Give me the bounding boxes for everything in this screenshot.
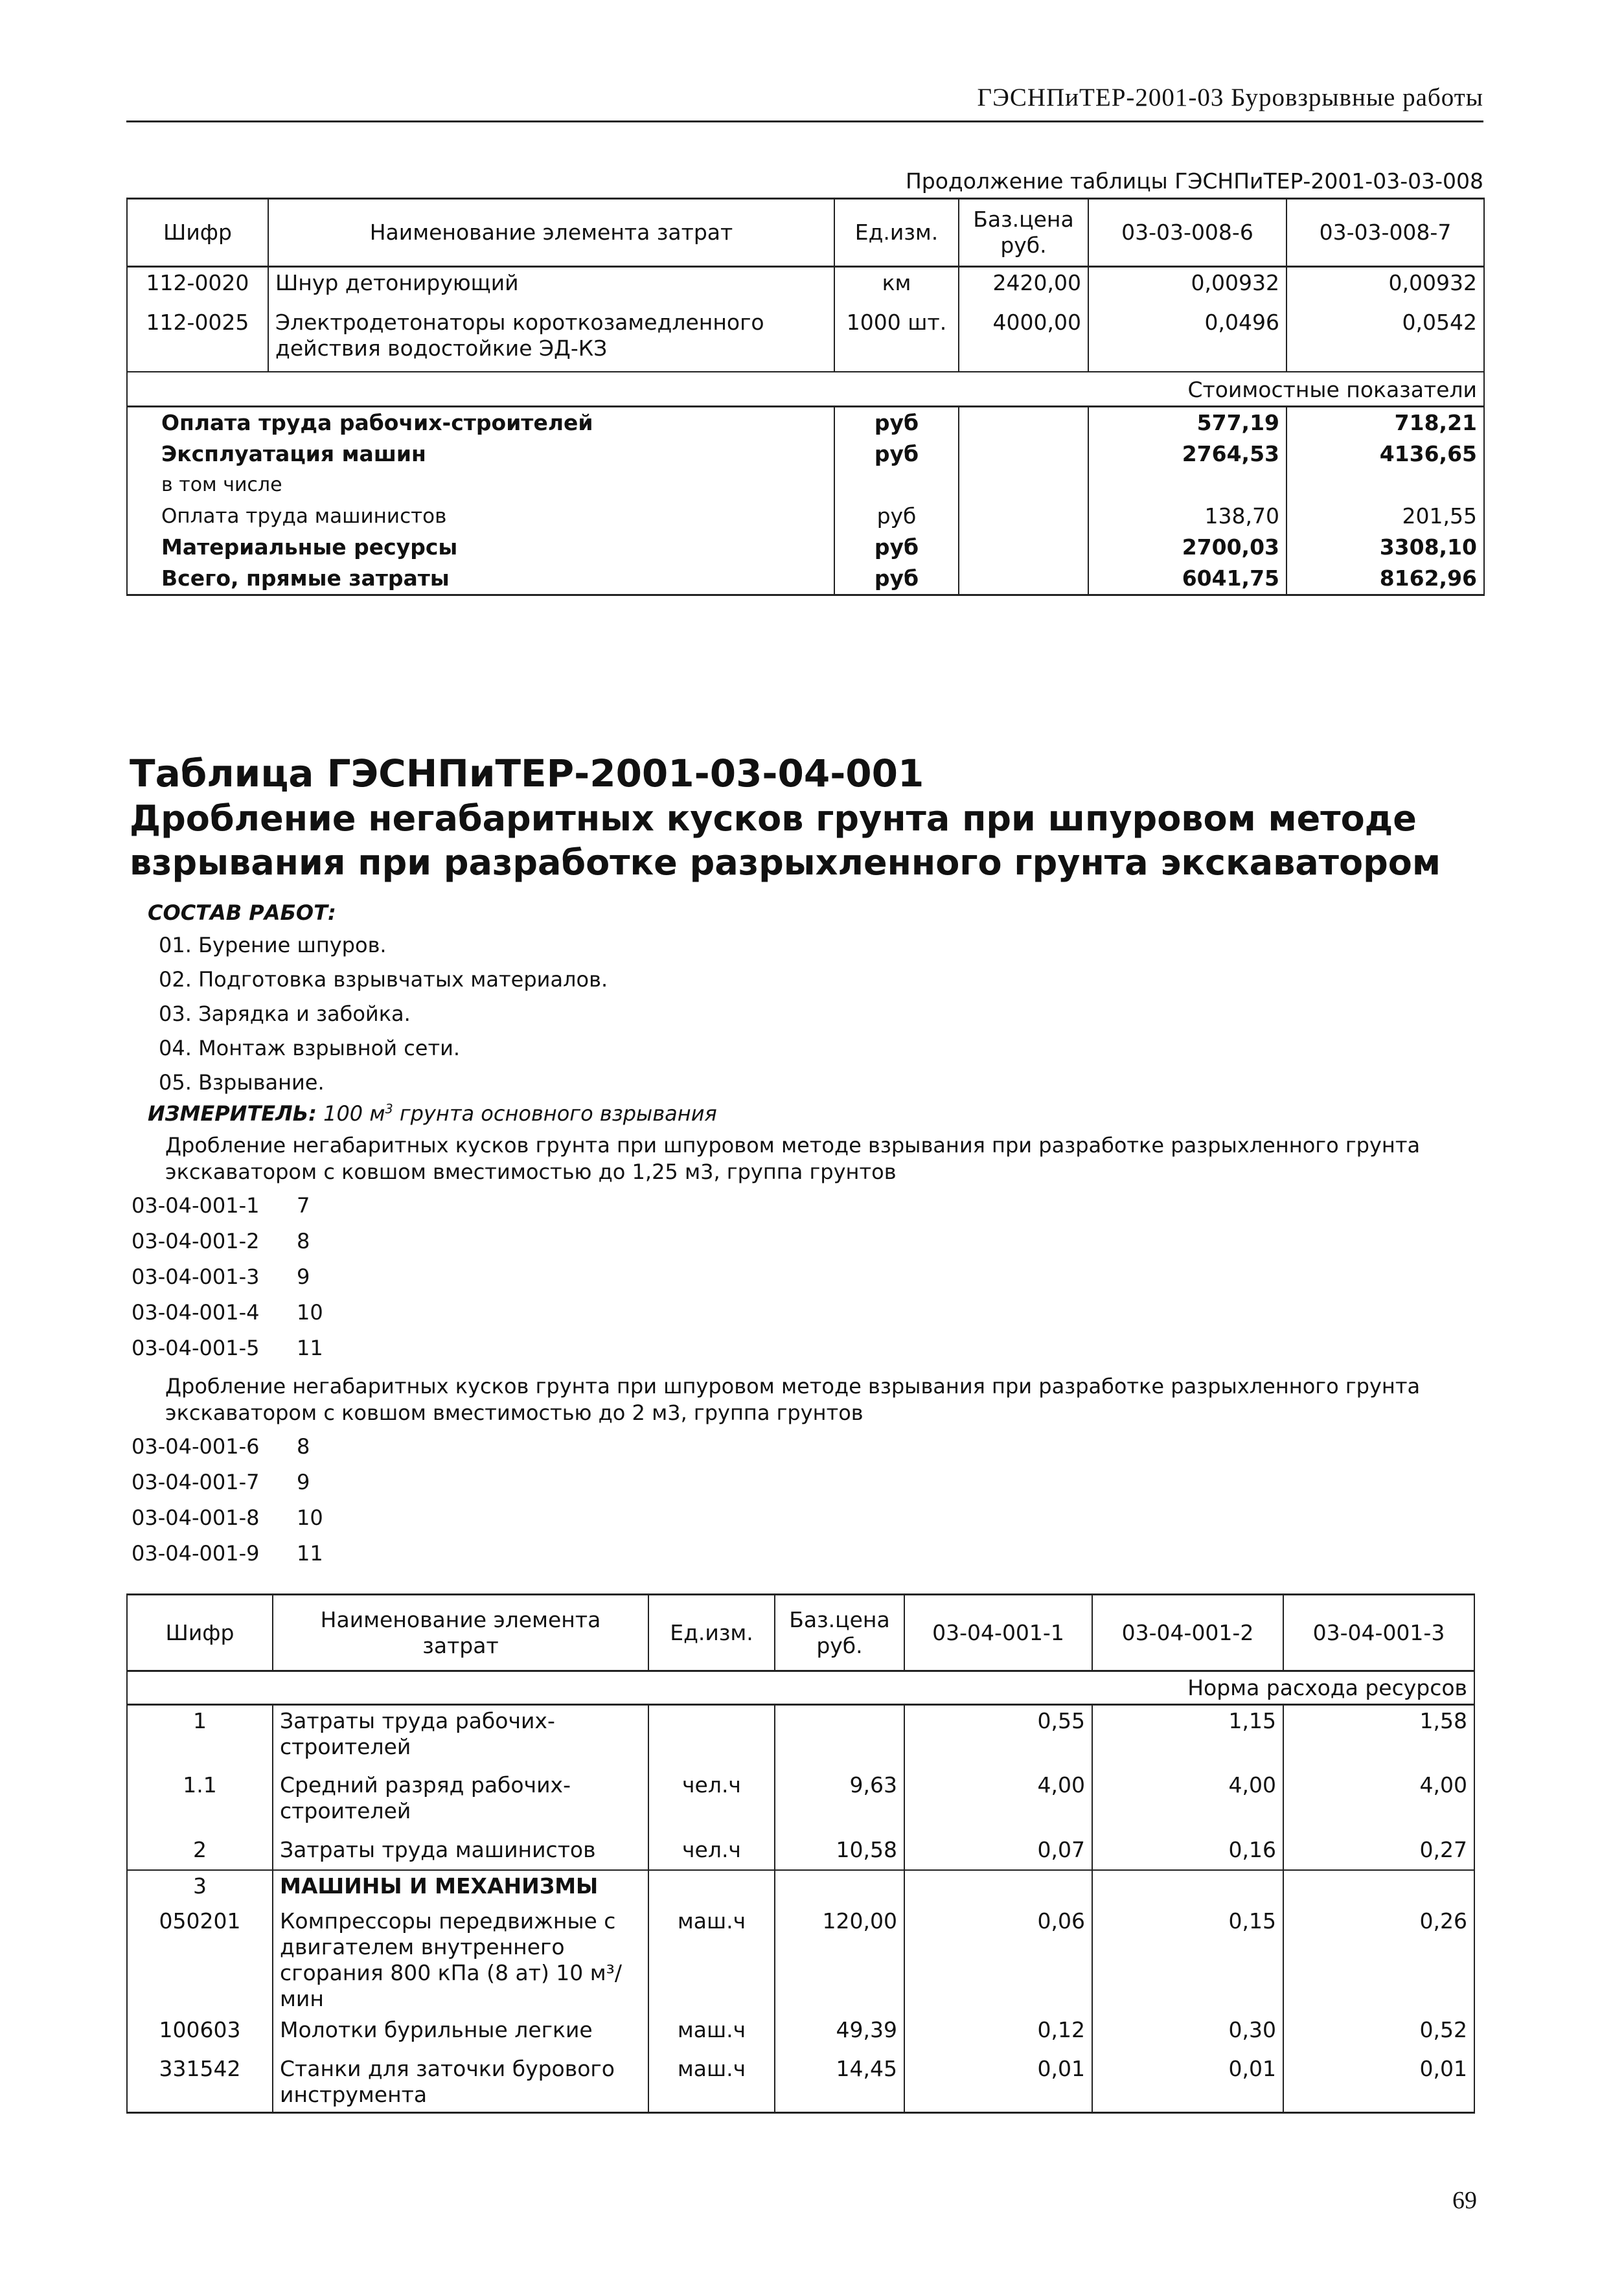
- cost-row: [127, 439, 1484, 470]
- cost-value: 8162,96: [1287, 563, 1484, 595]
- row-code: 1: [127, 1705, 273, 1770]
- row-unit: км: [834, 267, 959, 307]
- row-name: Затраты труда рабочих-строителей: [273, 1705, 648, 1770]
- empty-cell: [834, 470, 959, 501]
- empty-cell: [959, 439, 1088, 470]
- norm-code: 03-04-001-6: [132, 1434, 260, 1459]
- measure-value: 100 м: [323, 1101, 385, 1126]
- row-code: 112-0020: [127, 267, 268, 307]
- empty-cell: [648, 1870, 775, 1906]
- row-price: 2420,00: [959, 267, 1088, 307]
- soil-group: 10: [297, 1300, 323, 1325]
- soil-group: 11: [297, 1541, 323, 1566]
- row-value: 0,26: [1283, 1906, 1474, 2015]
- cost-name: Оплата труда рабочих-строителей: [127, 407, 834, 439]
- norm-code: 03-04-001-3: [132, 1264, 260, 1289]
- table-row: [127, 1834, 1474, 1870]
- col-header: 03-04-001-3: [1283, 1595, 1474, 1671]
- row-value: 0,01: [1283, 2053, 1474, 2113]
- row-value: 0,16: [1092, 1834, 1283, 1870]
- soil-group: 8: [297, 1434, 310, 1459]
- soil-group: 11: [297, 1336, 323, 1360]
- row-value: 0,07: [904, 1834, 1092, 1870]
- work-item: 03. Зарядка и забойка.: [159, 1001, 411, 1026]
- col-header: Наименование элемента затрат: [273, 1595, 648, 1671]
- work-composition-label: СОСТАВ РАБОТ:: [148, 900, 336, 925]
- row-value: 0,12: [904, 2015, 1092, 2053]
- norm-code: 03-04-001-4: [132, 1300, 260, 1325]
- row-value: 0,00932: [1287, 267, 1484, 307]
- cost-row: [127, 501, 1484, 532]
- cost-row: [127, 563, 1484, 595]
- empty-cell: [775, 1870, 904, 1906]
- cost-name: Эксплуатация машин: [127, 439, 834, 470]
- table-row: [127, 2015, 1474, 2053]
- col-header: Ед.изм.: [648, 1595, 775, 1671]
- table-title: Таблица ГЭСНПиТЕР-2001-03-04-001: [130, 751, 924, 795]
- col-header: Наименование элемента затрат: [268, 199, 834, 267]
- cost-row: [127, 470, 1484, 501]
- col-header: 03-04-001-1: [904, 1595, 1092, 1671]
- row-code: 1.1: [127, 1770, 273, 1834]
- row-price: 49,39: [775, 2015, 904, 2053]
- empty-cell: [1088, 470, 1287, 501]
- col-header: Баз.цена руб.: [775, 1595, 904, 1671]
- cost-value: 2700,03: [1088, 532, 1287, 563]
- table-row: [127, 307, 1484, 372]
- row-unit: чел.ч: [648, 1770, 775, 1834]
- row-value: 0,27: [1283, 1834, 1474, 1870]
- row-name: Средний разряд рабочих-строителей: [273, 1770, 648, 1834]
- row-unit: маш.ч: [648, 2053, 775, 2113]
- row-unit: чел.ч: [648, 1834, 775, 1870]
- empty-cell: [959, 407, 1088, 439]
- norm-code: 03-04-001-5: [132, 1336, 260, 1360]
- row-code: 050201: [127, 1906, 273, 2015]
- soil-group: 7: [297, 1193, 310, 1218]
- measure-label: ИЗМЕРИТЕЛЬ:: [148, 1101, 317, 1126]
- empty-cell: [1092, 1870, 1283, 1906]
- row-value: 0,0496: [1088, 307, 1287, 372]
- row-value: 0,55: [904, 1705, 1092, 1770]
- row-value: 0,01: [904, 2053, 1092, 2113]
- header-rule: [126, 120, 1483, 122]
- soil-group: 10: [297, 1505, 323, 1530]
- norm-code: 03-04-001-1: [132, 1193, 260, 1218]
- row-code: 2: [127, 1834, 273, 1870]
- row-code: 331542: [127, 2053, 273, 2113]
- cost-name: Материальные ресурсы: [127, 532, 834, 563]
- row-unit: маш.ч: [648, 1906, 775, 2015]
- cost-value: 2764,53: [1088, 439, 1287, 470]
- row-value: 4,00: [1283, 1770, 1474, 1834]
- row-value: 0,01: [1092, 2053, 1283, 2113]
- soil-group: 9: [297, 1470, 310, 1494]
- cost-name: Оплата труда машинистов: [127, 501, 834, 532]
- cost-unit: руб: [834, 439, 959, 470]
- cost-table-03-03-008: [126, 198, 1485, 596]
- measure-description: грунта основного взрывания: [393, 1101, 717, 1126]
- norm-code: 03-04-001-8: [132, 1505, 260, 1530]
- row-name: Станки для заточки бурового инструмента: [273, 2053, 648, 2113]
- norm-code: 03-04-001-7: [132, 1470, 260, 1494]
- cost-value: 3308,10: [1287, 532, 1484, 563]
- row-price: [775, 1705, 904, 1770]
- col-header: Шифр: [127, 1595, 273, 1671]
- row-unit: 1000 шт.: [834, 307, 959, 372]
- row-value: 0,00932: [1088, 267, 1287, 307]
- cost-row: [127, 532, 1484, 563]
- row-value: 4,00: [904, 1770, 1092, 1834]
- work-item: 02. Подготовка взрывчатых материалов.: [159, 967, 608, 992]
- empty-cell: [1283, 1870, 1474, 1906]
- norm-code: 03-04-001-2: [132, 1229, 260, 1253]
- row-value: 0,15: [1092, 1906, 1283, 2015]
- soil-group: 9: [297, 1264, 310, 1289]
- group-description: Дробление негабаритных кусков грунта при шпуровом методе взрывания при разработке разрыхленного грунта экскаватором с ковшом вместимостью до 1,25 м3, группа грунтов: [165, 1133, 1421, 1184]
- table-row: [127, 1705, 1474, 1770]
- table-row: [127, 267, 1484, 307]
- row-name: Молотки бурильные легкие: [273, 2015, 648, 2053]
- cost-name: в том числе: [127, 470, 834, 501]
- section-label: Стоимостные показатели: [127, 372, 1484, 407]
- row-name: Компрессоры передвижные с двигателем внутреннего сгорания 800 кПа (8 ат) 10 м³/мин: [273, 1906, 648, 2015]
- row-code: 3: [127, 1870, 273, 1906]
- soil-group: 8: [297, 1229, 310, 1253]
- row-name: Электродетонаторы короткозамедленного действия водостойкие ЭД-КЗ: [268, 307, 834, 372]
- empty-cell: [959, 532, 1088, 563]
- row-value: 4,00: [1092, 1770, 1283, 1834]
- cost-unit: руб: [834, 501, 959, 532]
- cost-value: 201,55: [1287, 501, 1484, 532]
- cost-unit: руб: [834, 563, 959, 595]
- norm-code: 03-04-001-9: [132, 1541, 260, 1566]
- work-item: 05. Взрывание.: [159, 1070, 325, 1095]
- cost-row: [127, 407, 1484, 439]
- page-number: 69: [1452, 2187, 1477, 2214]
- row-value: 1,15: [1092, 1705, 1283, 1770]
- row-price: 10,58: [775, 1834, 904, 1870]
- row-value: 0,52: [1283, 2015, 1474, 2053]
- empty-cell: [904, 1870, 1092, 1906]
- work-item: 04. Монтаж взрывной сети.: [159, 1036, 461, 1060]
- col-header: Баз.цена руб.: [959, 199, 1088, 267]
- measure-exponent: 3: [385, 1101, 393, 1117]
- table-row: [127, 1906, 1474, 2015]
- col-header: 03-04-001-2: [1092, 1595, 1283, 1671]
- empty-cell: [959, 563, 1088, 595]
- col-header: Шифр: [127, 199, 268, 267]
- row-price: 9,63: [775, 1770, 904, 1834]
- row-unit: [648, 1705, 775, 1770]
- table-continuation-caption: Продолжение таблицы ГЭСНПиТЕР-2001-03-03-008: [905, 168, 1483, 194]
- row-unit: маш.ч: [648, 2015, 775, 2053]
- cost-value: 4136,65: [1287, 439, 1484, 470]
- cost-unit: руб: [834, 532, 959, 563]
- row-value: 1,58: [1283, 1705, 1474, 1770]
- col-header: 03-03-008-7: [1287, 199, 1484, 267]
- running-header: ГЭСНПиТЕР-2001-03 Буровзрывные работы: [977, 84, 1483, 111]
- cost-value: 718,21: [1287, 407, 1484, 439]
- cost-value: 138,70: [1088, 501, 1287, 532]
- col-header: 03-03-008-6: [1088, 199, 1287, 267]
- section-row: [127, 1671, 1474, 1705]
- empty-cell: [959, 470, 1088, 501]
- cost-name: Всего, прямые затраты: [127, 563, 834, 595]
- row-value: 0,30: [1092, 2015, 1283, 2053]
- table-row: [127, 1770, 1474, 1834]
- cost-unit: руб: [834, 407, 959, 439]
- table-row: [127, 1870, 1474, 1906]
- section-row: [127, 372, 1484, 407]
- row-name: Затраты труда машинистов: [273, 1834, 648, 1870]
- measure-line: [148, 1101, 717, 1126]
- row-price: 14,45: [775, 2053, 904, 2113]
- row-name: Шнур детонирующий: [268, 267, 834, 307]
- row-name: МАШИНЫ И МЕХАНИЗМЫ: [273, 1870, 648, 1906]
- row-code: 112-0025: [127, 307, 268, 372]
- group-description: Дробление негабаритных кусков грунта при шпуровом методе взрывания при разработке разрыхленного грунта экскаватором с ковшом вместимостью до 2 м3, группа грунтов: [165, 1374, 1421, 1425]
- work-item: 01. Бурение шпуров.: [159, 933, 387, 957]
- empty-cell: [1287, 470, 1484, 501]
- row-value: 0,06: [904, 1906, 1092, 2015]
- row-value: 0,0542: [1287, 307, 1484, 372]
- empty-cell: [959, 501, 1088, 532]
- table-subtitle: Дробление негабаритных кусков грунта при шпуровом методе взрывания при разработке разрыхленного грунта экскаватором: [130, 798, 1441, 883]
- row-code: 100603: [127, 2015, 273, 2053]
- resource-table-03-04-001: [126, 1593, 1475, 2114]
- cost-value: 6041,75: [1088, 563, 1287, 595]
- cost-value: 577,19: [1088, 407, 1287, 439]
- row-price: 4000,00: [959, 307, 1088, 372]
- row-price: 120,00: [775, 1906, 904, 2015]
- col-header: Ед.изм.: [834, 199, 959, 267]
- table-row: [127, 2053, 1474, 2113]
- section-label: Норма расхода ресурсов: [127, 1671, 1474, 1705]
